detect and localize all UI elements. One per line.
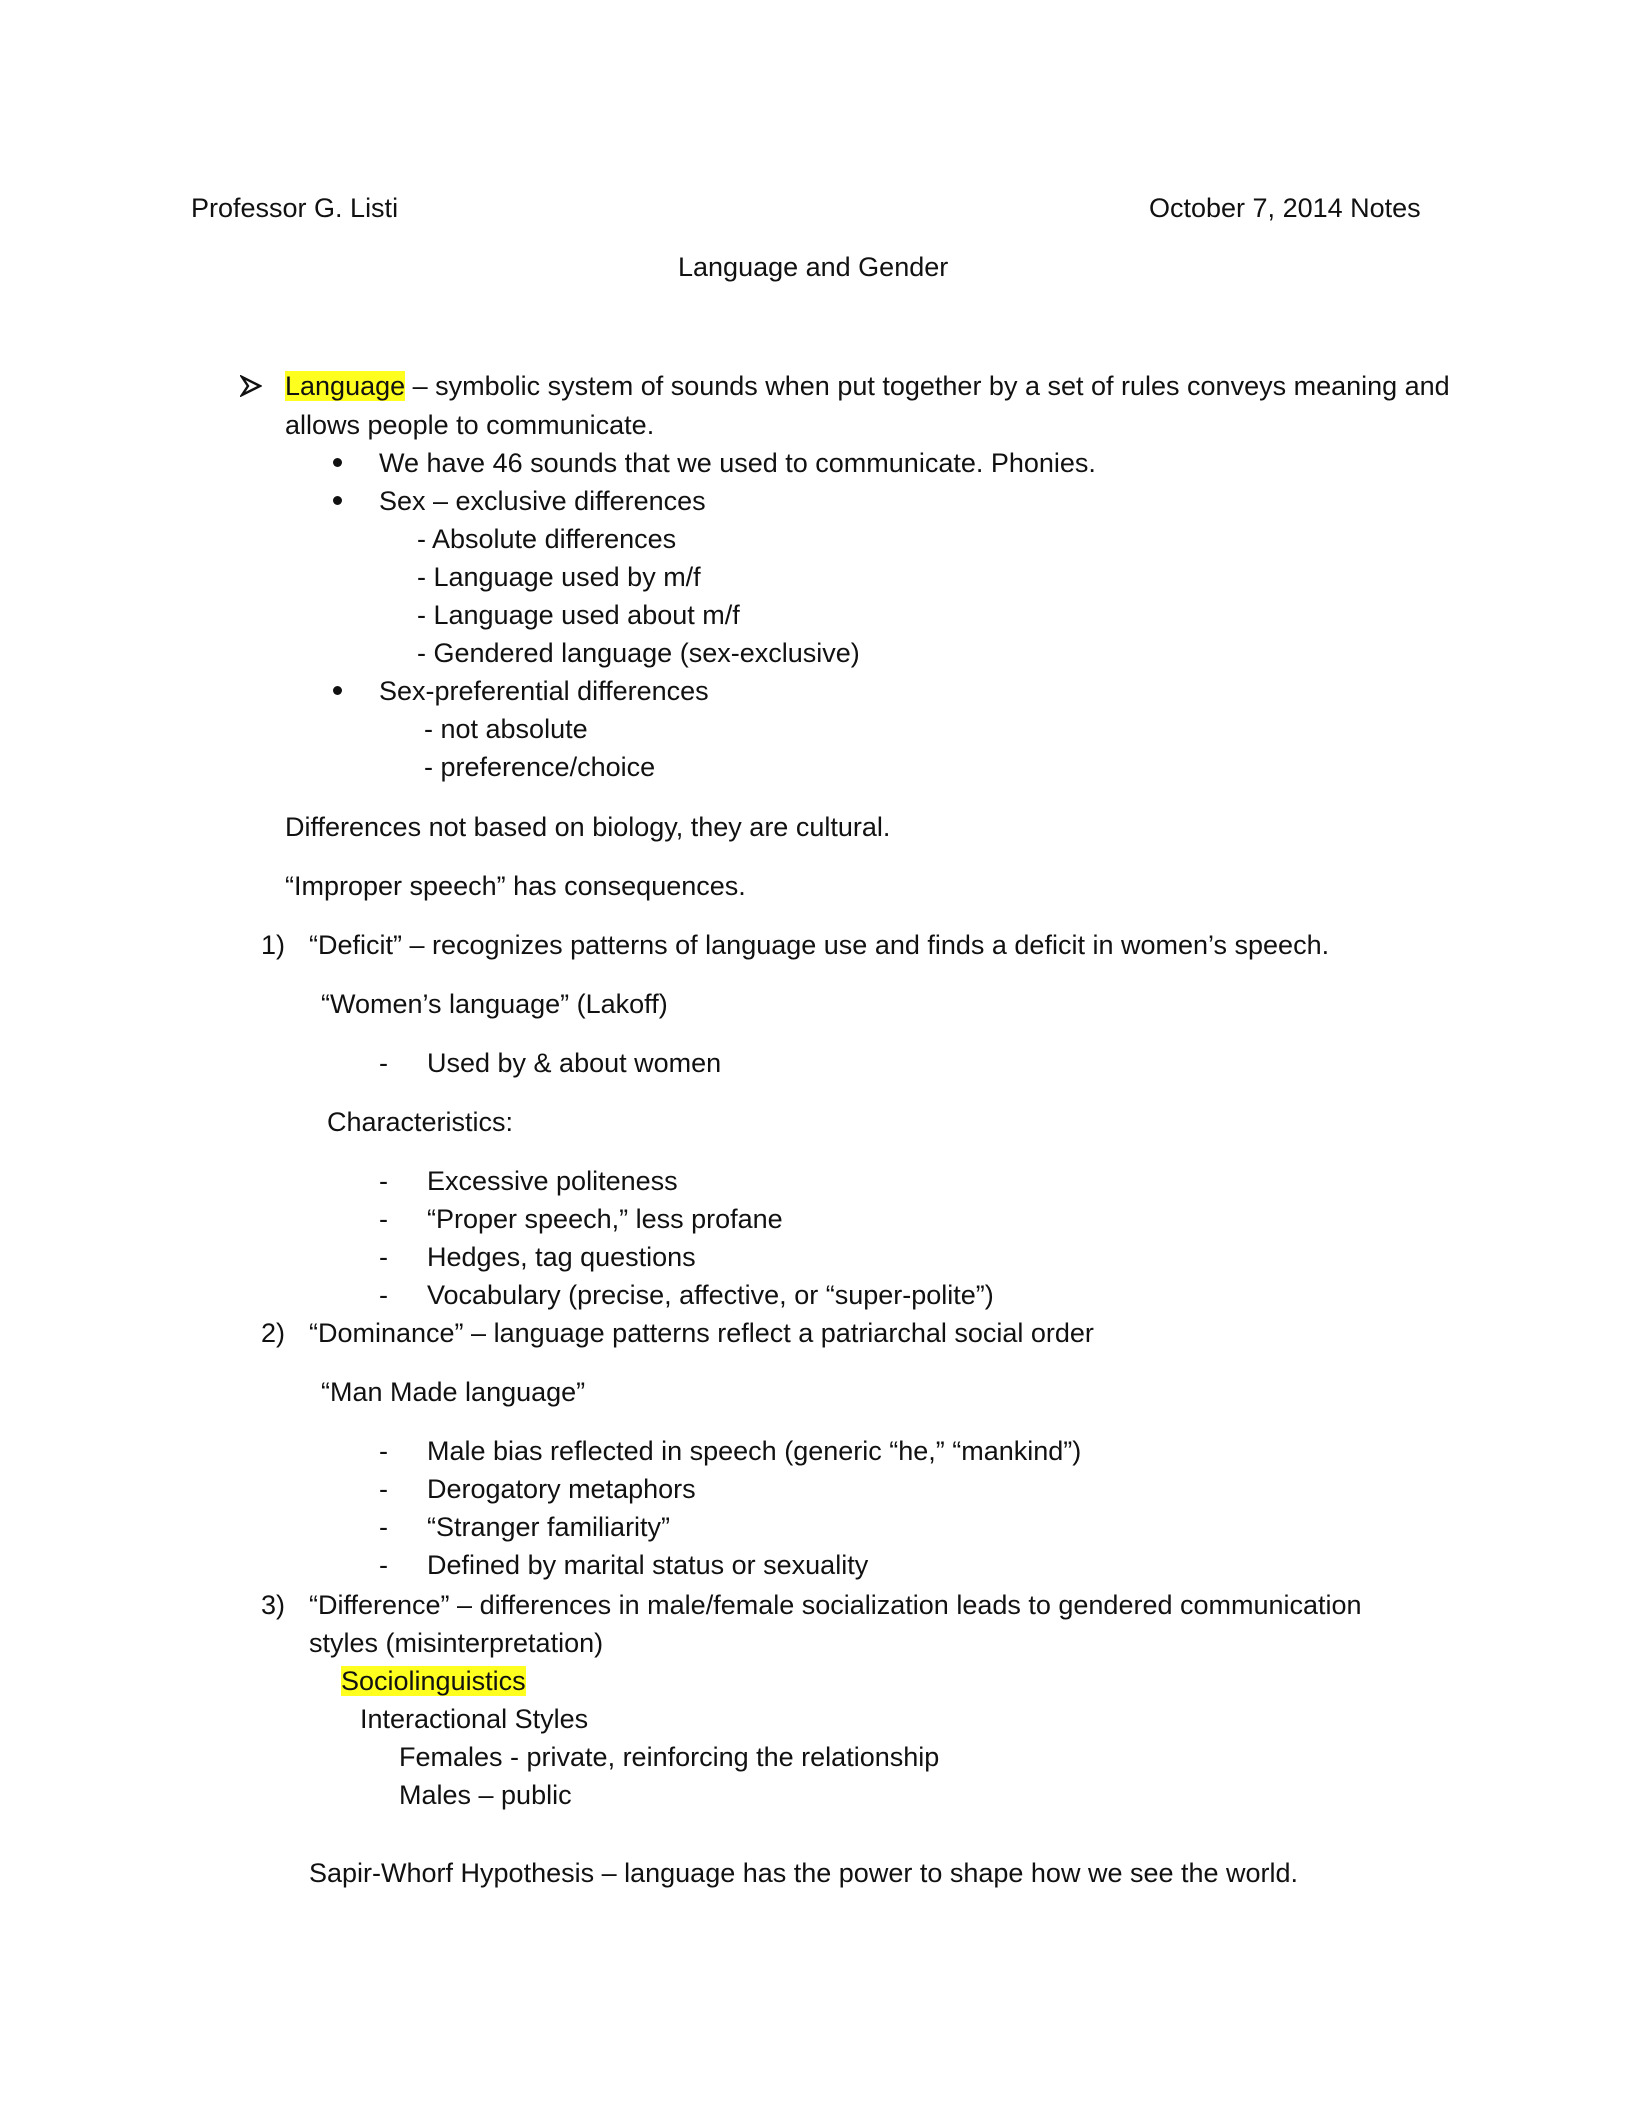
dash-marker: -: [379, 1048, 388, 1078]
language-term-highlight: Language: [285, 371, 406, 401]
sex-exclusive-item: - Language used by m/f: [417, 562, 701, 592]
difference-heading-cont: styles (misinterpretation): [309, 1628, 604, 1658]
dash-item: Used by & about women: [427, 1048, 722, 1078]
language-definition-text: – symbolic system of sounds when put together by a set of rules conveys meaning and: [405, 371, 1450, 401]
dominance-item: Derogatory metaphors: [427, 1474, 696, 1504]
characteristics-label: Characteristics:: [327, 1107, 514, 1137]
womens-language-subheading: “Women’s language” (Lakoff): [321, 989, 668, 1019]
sex-preferential-item: - preference/choice: [424, 752, 656, 782]
dash-marker: -: [379, 1204, 388, 1234]
sociolinguistics-highlight: Sociolinguistics: [341, 1666, 526, 1696]
section-number: 1): [261, 930, 286, 960]
sociolinguistics-term: [341, 1662, 526, 1700]
dash-marker: -: [379, 1242, 388, 1272]
bullet-dot-icon: [333, 686, 342, 695]
section-number: 3): [261, 1590, 286, 1620]
author-name: Professor G. Listi: [191, 193, 399, 223]
deficit-heading: “Deficit” – recognizes patterns of language use and finds a deficit in women’s speech.: [309, 930, 1330, 960]
note-cultural: Differences not based on biology, they are cultural.: [285, 812, 891, 842]
difference-heading: “Difference” – differences in male/female socialization leads to gendered communication: [309, 1590, 1362, 1620]
notes-date: October 7, 2014 Notes: [1149, 193, 1421, 223]
dash-marker: -: [379, 1436, 388, 1466]
sex-preferential-item: - not absolute: [424, 714, 588, 744]
language-definition-cont: allows people to communicate.: [285, 410, 655, 440]
note-improper-speech: “Improper speech” has consequences.: [285, 871, 746, 901]
sapir-whorf-note: Sapir-Whorf Hypothesis – language has the power to shape how we see the world.: [309, 1858, 1299, 1888]
bullet-46-sounds: We have 46 sounds that we used to communicate. Phonies.: [379, 448, 1096, 478]
females-style: Females - private, reinforcing the relationship: [399, 1742, 940, 1772]
section-number: 2): [261, 1318, 286, 1348]
dash-marker: -: [379, 1280, 388, 1310]
characteristic-item: Vocabulary (precise, affective, or “super-polite”): [427, 1280, 994, 1310]
man-made-language-subheading: “Man Made language”: [321, 1377, 586, 1407]
males-style: Males – public: [399, 1780, 572, 1810]
dominance-item: Male bias reflected in speech (generic “he,” “mankind”): [427, 1436, 1082, 1466]
page-title: Language and Gender: [678, 252, 949, 282]
dash-marker: -: [379, 1474, 388, 1504]
language-definition: [285, 367, 1450, 405]
dash-marker: -: [379, 1166, 388, 1196]
sex-exclusive-item: - Gendered language (sex-exclusive): [417, 638, 860, 668]
characteristic-item: Excessive politeness: [427, 1166, 678, 1196]
sex-exclusive-item: - Language used about m/f: [417, 600, 740, 630]
dash-marker: -: [379, 1550, 388, 1580]
characteristic-item: “Proper speech,” less profane: [427, 1204, 783, 1234]
bullet-dot-icon: [333, 458, 342, 467]
characteristic-item: Hedges, tag questions: [427, 1242, 696, 1272]
dominance-item: Defined by marital status or sexuality: [427, 1550, 869, 1580]
sex-exclusive-item: - Absolute differences: [417, 524, 677, 554]
bullet-sex-preferential: Sex-preferential differences: [379, 676, 709, 706]
interactional-styles: Interactional Styles: [360, 1704, 589, 1734]
dominance-item: “Stranger familiarity”: [427, 1512, 671, 1542]
bullet-sex-exclusive: Sex – exclusive differences: [379, 486, 706, 516]
dash-marker: -: [379, 1512, 388, 1542]
dominance-heading: “Dominance” – language patterns reflect a patriarchal social order: [309, 1318, 1094, 1348]
bullet-dot-icon: [333, 496, 342, 505]
